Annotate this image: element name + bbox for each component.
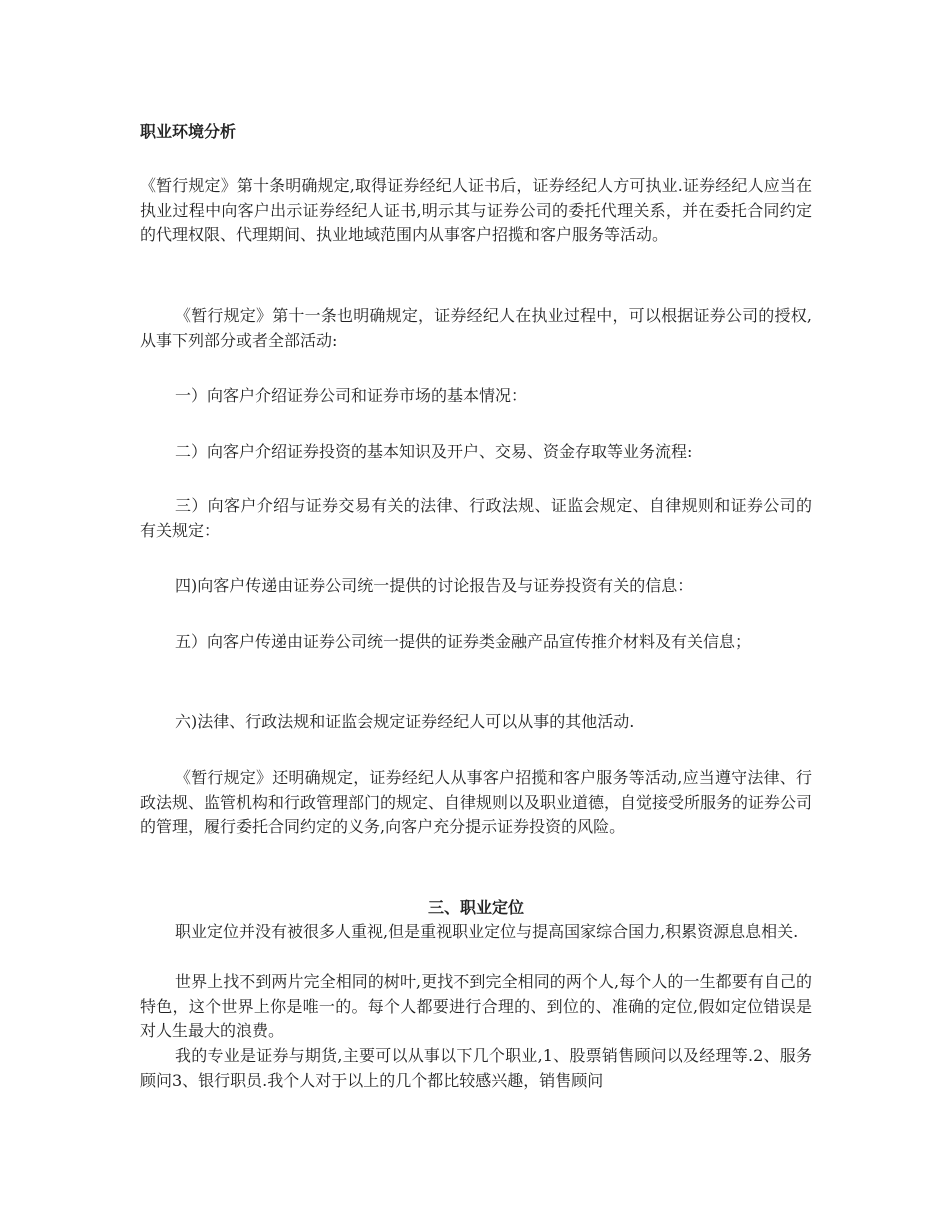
list-item-1: 一）向客户介绍证券公司和证券市场的基本情况： [175,386,528,405]
document-page [140,0,812,1230]
paragraph-provisions: 《暂行规定》还明确规定，证券经纪人从事客户招揽和客户服务等活动,应当遵守法律、行政法规、监管机构和行政管理部门的规定、自律规则以及职业道德，自觉接受所服务的证券公司的管理，履行委托合同约定的义务,向客户充分提示证券投资的风险。 [140,768,813,836]
list-item-6: 六)法律、行政法规和证监会规定证券经纪人可以从事的其他活动. [175,712,635,731]
section-paragraph-3: 我的专业是证券与期货,主要可以从事以下几个职业,1、股票销售顾问以及经理等.2、服务顾问3、银行职员.我个人对于以上的几个都比较感兴趣，销售顾问 [140,1046,812,1090]
paragraph-article-10: 《暂行规定》第十条明确规定,取得证券经纪人证书后，证券经纪人方可执业.证券经纪人应当在执业过程中向客户出示证券经纪人证书,明示其与证券公司的委托代理关系，并在委托合同约定的代理权限、代理期间、执业地域范围内从事客户招揽和客户服务等活动。 [140,176,812,244]
section-paragraph-1: 职业定位并没有被很多人重视,但是重视职业定位与提高国家综合国力,积累资源息息相关. [175,922,799,941]
list-item-2: 二）向客户介绍证券投资的基本知识及开户、交易、资金存取等业务流程: [175,442,693,461]
document-heading: 职业环境分析 [140,122,237,141]
list-item-3: 三）向客户介绍与证券交易有关的法律、行政法规、证监会规定、自律规则和证券公司的有关规定： [140,496,812,540]
list-item-5: 五）向客户传递由证券公司统一提供的证券类金融产品宣传推介材料及有关信息； [175,632,752,651]
list-item-4: 四)向客户传递由证券公司统一提供的讨论报告及与证券投资有关的信息： [175,576,694,595]
section-paragraph-2: 世界上找不到两片完全相同的树叶,更找不到完全相同的两个人,每个人的一生都要有自己的特色，这个世界上你是唯一的。每个人都要进行合理的、到位的、准确的定位,假如定位错误是对人生最大的浪费。 [140,972,812,1040]
paragraph-article-11: 《暂行规定》第十一条也明确规定，证券经纪人在执业过程中，可以根据证券公司的授权,从事下列部分或者全部活动: [140,306,812,350]
section-title: 三、职业定位 [427,898,524,917]
